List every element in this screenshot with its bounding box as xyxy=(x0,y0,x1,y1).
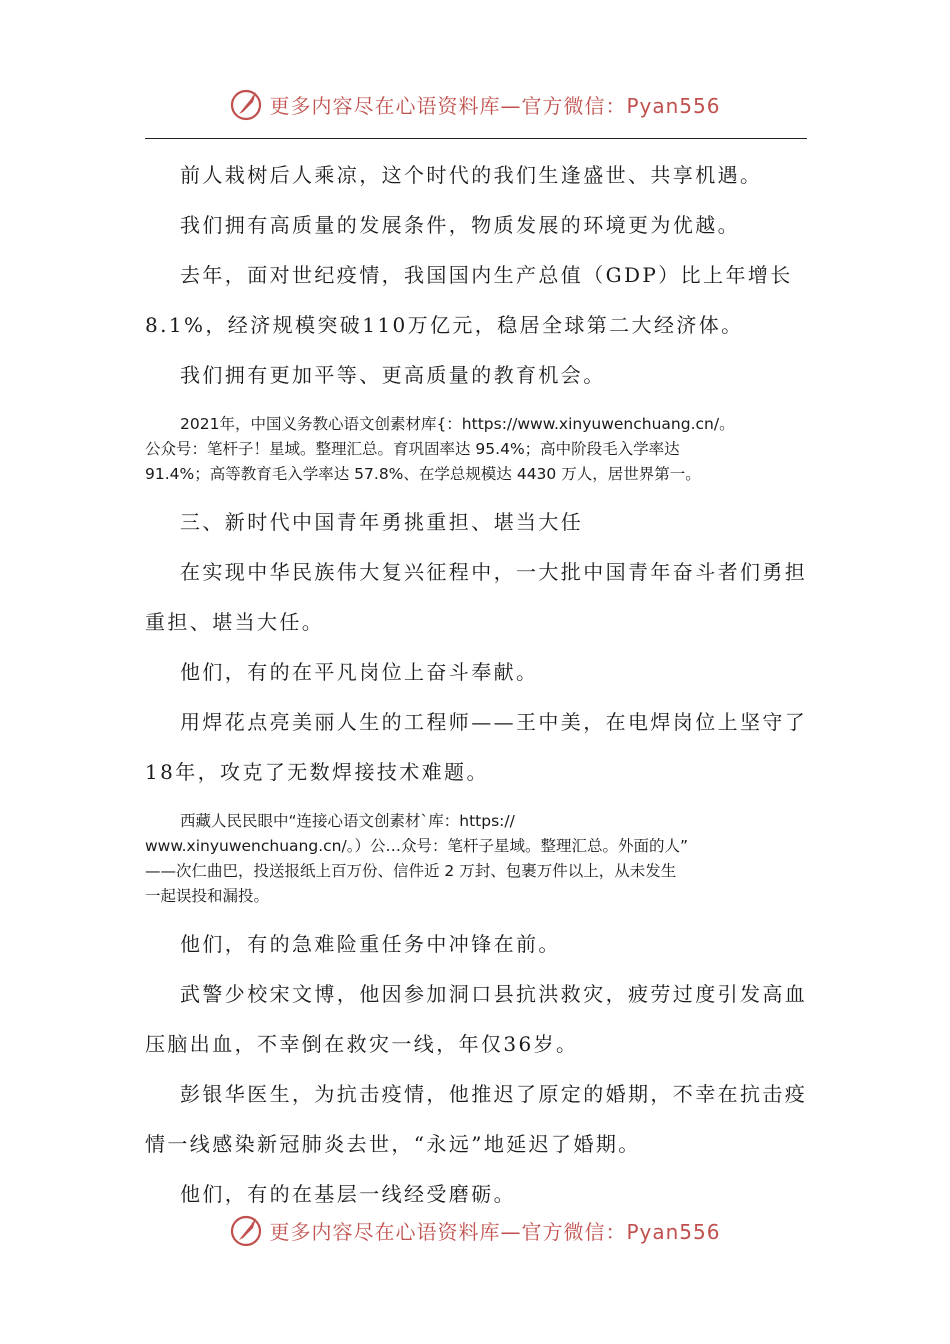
paragraph: 我们拥有更加平等、更高质量的教育机会。 xyxy=(180,363,606,387)
paragraph: 他们，有的急难险重任务中冲锋在前。 xyxy=(180,932,561,956)
quill-logo-icon xyxy=(229,86,265,122)
paragraph: 在实现中华民族伟大复兴征程中，一大批中国青年奋斗者们勇担 xyxy=(180,560,808,584)
paragraph: 去年，面对世纪疫情，我国国内生产总值（GDP）比上年增长 xyxy=(180,263,793,287)
paragraph: 前人栽树后人乘凉，这个时代的我们生逢盛世、共享机遇。 xyxy=(180,163,763,187)
paragraph-continuation: 压脑出血，不幸倒在救灾一线，年仅36岁。 xyxy=(145,1032,579,1056)
paragraph: 用焊花点亮美丽人生的工程师——王中美，在电焊岗位上坚守了 xyxy=(180,710,808,734)
paragraph: 他们，有的在平凡岗位上奋斗奉献。 xyxy=(180,660,539,684)
quill-logo-icon xyxy=(229,1212,265,1248)
header-divider xyxy=(145,138,807,139)
note-line: 91.4%；高等教育毛入学率达 57.8%、在学总规模达 4430 万人，居世界第一。 xyxy=(145,465,701,483)
inserted-note-block xyxy=(145,400,807,497)
footer-banner-text: 更多内容尽在心语资料库—官方微信：Pyan556 xyxy=(269,1219,721,1244)
paragraph: 武警少校宋文博，他因参加洞口县抗洪救灾，疲劳过度引发高血 xyxy=(180,982,808,1006)
section-heading: 三、新时代中国青年勇挑重担、堪当大任 xyxy=(180,510,584,534)
document-body xyxy=(145,150,807,1219)
note-line: 一起误投和漏投。 xyxy=(145,887,270,905)
note-line: 公众号：笔杆子！星域。整理汇总。育巩固率达 95.4%；高中阶段毛入学率达 xyxy=(145,440,680,458)
note-line: www.xinyuwenchuang.cn/。）公…众号：笔杆子星域。整理汇总。外面的人” xyxy=(145,837,688,855)
note-line: ——次仁曲巴，投送报纸上百万份、信件近 2 万封、包裹万件以上，从未发生 xyxy=(145,862,677,880)
paragraph: 彭银华医生，为抗击疫情，他推迟了原定的婚期，不幸在抗击疫 xyxy=(180,1082,808,1106)
footer-banner xyxy=(0,1210,950,1250)
note-line: 2021年，中国义务教心语文创素材库{：https://www.xinyuwenchuang.cn/。 xyxy=(180,415,735,433)
paragraph: 他们，有的在基层一线经受磨砺。 xyxy=(180,1182,516,1206)
paragraph: 我们拥有高质量的发展条件，物质发展的环境更为优越。 xyxy=(180,213,740,237)
note-line: 西藏人民民眼中“连接心语文创素材`库：https:// xyxy=(180,812,515,830)
paragraph-continuation: 情一线感染新冠肺炎去世，“永远”地延迟了婚期。 xyxy=(145,1132,641,1156)
header-banner-text: 更多内容尽在心语资料库—官方微信：Pyan556 xyxy=(269,93,721,118)
paragraph-continuation: 8.1%，经济规模突破110万亿元，稳居全球第二大经济体。 xyxy=(145,313,744,337)
paragraph-continuation: 18年，攻克了无数焊接技术难题。 xyxy=(145,760,489,784)
header-banner xyxy=(0,84,950,124)
paragraph-continuation: 重担、堪当大任。 xyxy=(145,610,325,634)
inserted-note-block xyxy=(145,797,807,919)
